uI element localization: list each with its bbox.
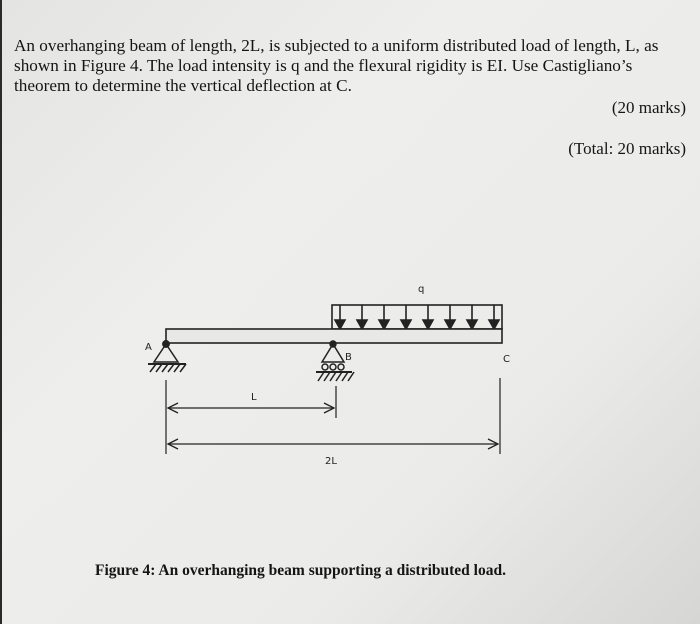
question-line-3: theorem to determine the vertical deflection at C. xyxy=(14,76,352,95)
label-q: q xyxy=(418,284,425,295)
question-line-2: shown in Figure 4. The load intensity is q and the flexural rigidity is EI. Use Castigliano’s xyxy=(14,56,633,75)
label-b: B xyxy=(345,352,352,363)
load-arrows xyxy=(335,305,499,329)
figure-caption: Figure 4: An overhanging beam supporting a distributed load. xyxy=(95,562,506,579)
total-marks: (Total: 20 marks) xyxy=(568,139,686,158)
question-marks: (20 marks) xyxy=(611,98,686,117)
label-c: C xyxy=(503,354,510,365)
extension-lines xyxy=(166,378,500,454)
label-a: A xyxy=(145,342,152,353)
pin-support-a xyxy=(148,341,186,372)
label-dim-2l: 2L xyxy=(325,456,337,467)
distributed-load-frame xyxy=(332,305,502,329)
dimension-2l xyxy=(168,439,498,449)
label-dim-l: L xyxy=(251,392,257,403)
question-line-1: An overhanging beam of length, 2L, is subjected to a uniform distributed load of length, L, as xyxy=(14,36,659,55)
dimension-l xyxy=(168,403,334,413)
